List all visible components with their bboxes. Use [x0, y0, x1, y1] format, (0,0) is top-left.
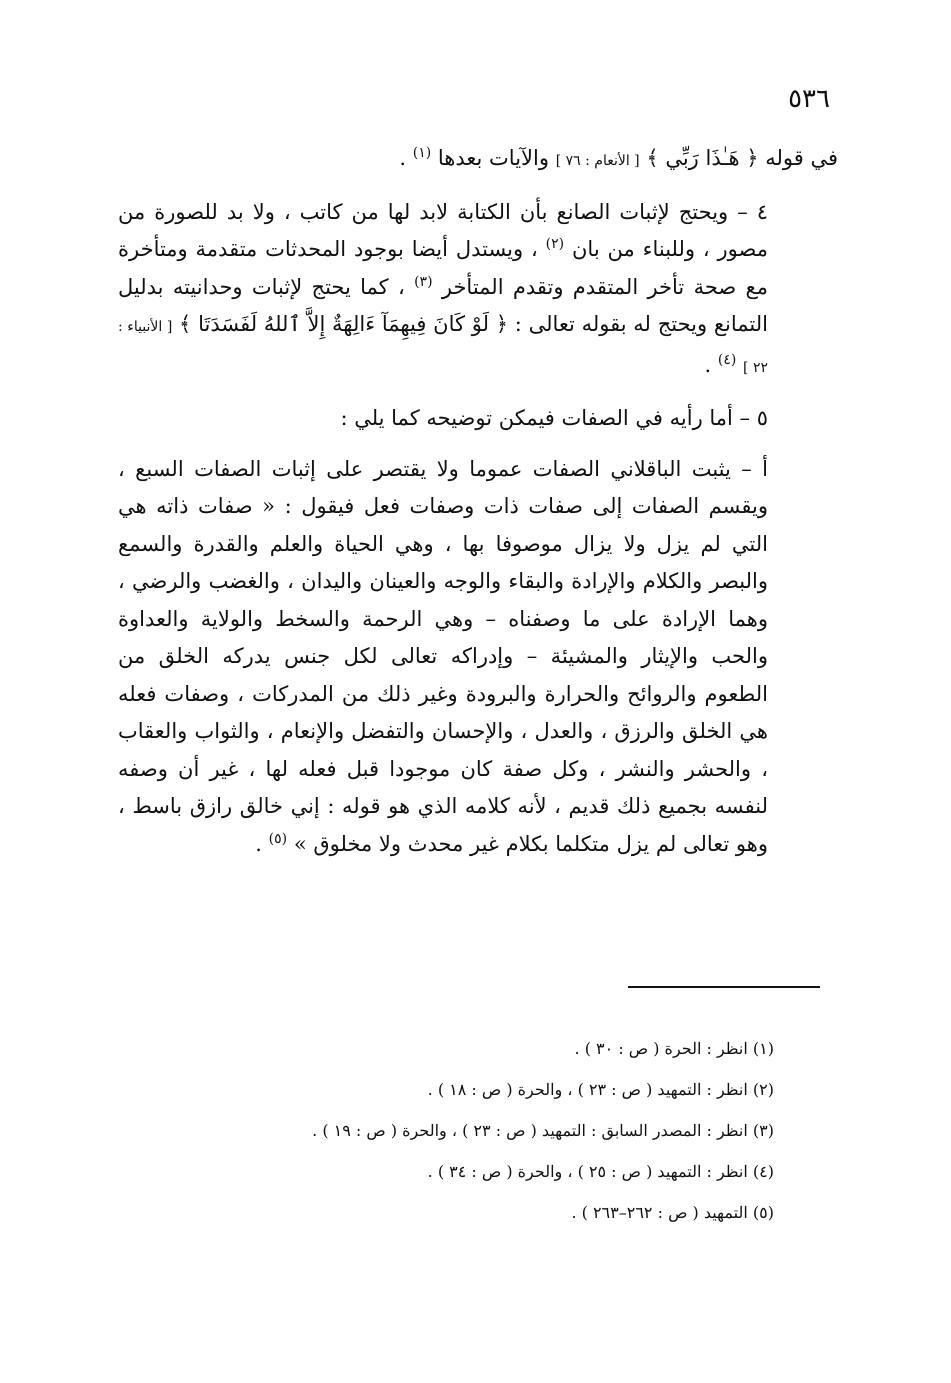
paragraph-intro — [118, 140, 838, 181]
text-segment: أ – يثبت الباقلاني الصفات عموما ولا يقتصر على إثبات الصفات السبع ، ويقسم الصفات إلى صفات ذات وصفات فعل فيقول : « صفات ذاته هي التي لم يزل ولا يزال موصوفا بها ، وهي الحياة والعلم والقدرة والسمع والبصر والكلام والإرادة والبقاء والوجه والعينان واليدان ، والغضب والرضي ، وهما الإرادة على ما وصفناه – وهي الرحمة والسخط والولاية والعداوة والحب والإيثار والمشيئة – وإدراكه تعالى لكل جنس يدركه الخلق من الطعوم والروائح والحرارة والبرودة وغير ذلك من المدركات ، وصفات فعله هي الخلق والرزق ، والعدل ، والإحسان والتفضل والإنعام ، والثواب والعقاب ، والحشر والنشر ، وكل صفة كان موجودا قبل فعله لها ، غير أن وصفه لنفسه بجميع ذلك قديم ، لأنه كلامه الذي هو قوله : إني خالق رازق باسط ، وهو تعالى لم يزل متكلما بكلام غير محدث ولا مخلوق » — [118, 456, 768, 856]
text-segment: والآيات بعدها — [437, 146, 549, 170]
text-segment: ، ويستدل أيضا بوجود المحدثات متقدمة ومتأخرة مع صحة تأخر المتقدم وتقدم المتأخر — [118, 237, 768, 299]
footnote-marker: (٤) — [717, 351, 737, 368]
text-segment: في قوله ﴿ هَـٰذَا رَبِّي ﴾ — [646, 146, 838, 170]
footnote-1: (١) انظر : الحرة ( ص : ٣٠ ) . — [574, 1039, 774, 1058]
quran-reference: [ الأنبياء : ٢٢ ] — [118, 319, 768, 376]
paragraph-4 — [118, 194, 838, 388]
footnote-marker: (١) — [412, 145, 432, 161]
text-segment: ٤ – ويحتج لإثبات الصانع بأن الكتابة لابد لها من كاتب ، ولا بد للصورة من مصور ، وللبناء من بان — [118, 199, 768, 261]
main-text — [118, 140, 838, 876]
footnotes — [118, 1038, 774, 1243]
text-segment: . — [704, 352, 712, 377]
footnote-3: (٣) انظر : المصدر السابق : التمهيد ( ص : ٢٣ ) ، والحرة ( ص : ١٩ ) . — [312, 1121, 774, 1140]
text-segment: ، كما يحتج لإثبات وحدانيته بدليل التمانع ويحتج له بقوله تعالى : ﴿ لَوْ كَانَ فِيهِمَآ ءَالِهَةٌ إِلاَّ ٱللهُ لَفَسَدَتَا ﴾ — [118, 274, 768, 336]
text-segment: . — [255, 831, 262, 856]
footnote-5: (٥) التمهيد ( ص : ٢٦٢–٢٦٣ ) . — [571, 1203, 774, 1222]
paragraph-5: ٥ – أما رأيه في الصفات فيمكن توضيحه كما يلي : — [340, 406, 768, 430]
page-number: ٥٣٦ — [788, 84, 830, 114]
footnote-marker: (٣) — [414, 273, 433, 290]
footnote-divider — [628, 986, 820, 988]
footnote-marker: (٥) — [268, 830, 288, 847]
paragraph-5a — [118, 451, 838, 864]
footnote-marker: (٢) — [545, 236, 565, 252]
footnote-2: (٢) انظر : التمهيد ( ص : ٢٣ ) ، والحرة ( ص : ١٨ ) . — [427, 1080, 774, 1099]
quran-reference: [ الأنعام : ٧٦ ] — [555, 153, 640, 169]
text-segment: . — [399, 146, 407, 170]
footnote-4: (٤) انظر : التمهيد ( ص : ٢٥ ) ، والحرة ( ص : ٣٤ ) . — [427, 1162, 774, 1181]
